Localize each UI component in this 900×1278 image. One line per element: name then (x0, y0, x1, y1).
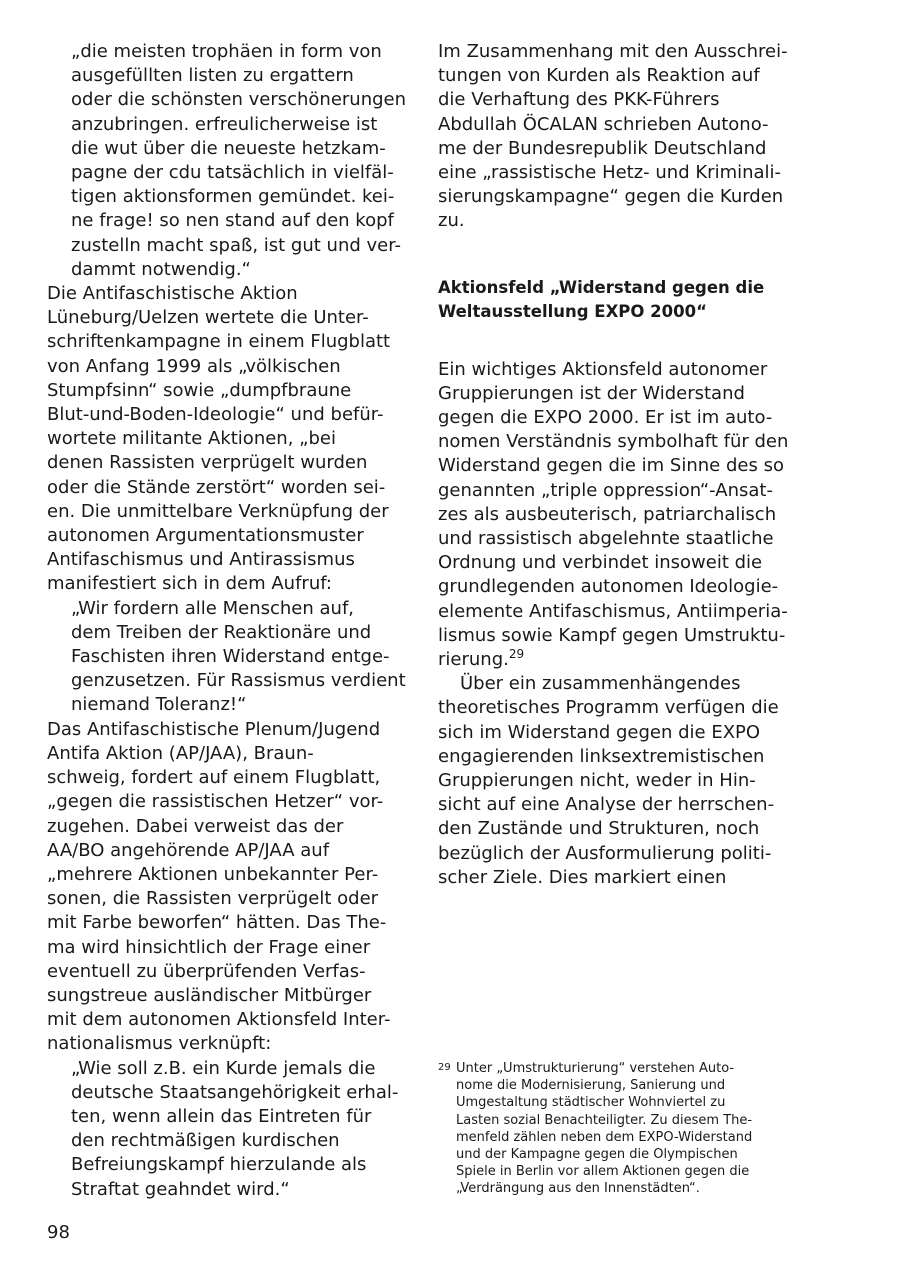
text-line: grundlegenden autonomen Ideologie- (438, 576, 779, 598)
right-column (438, 40, 858, 890)
footnote (438, 1060, 838, 1198)
text-line: manifestiert sich in dem Aufruf: (47, 573, 332, 595)
text-line: eventuell zu überprüfenden Verfas- (47, 960, 366, 982)
text-line: Aktionsfeld „Widerstand gegen die (438, 277, 765, 297)
text-line: mit Farbe beworfen“ hätten. Das The- (47, 912, 387, 934)
left-column (47, 40, 417, 1202)
text-line: menfeld zählen neben dem EXPO-Widerstand (456, 1129, 753, 1145)
text-line: pagne der cdu tatsächlich in vielfäl- (71, 162, 394, 184)
text-line: Das Antifaschistische Plenum/Jugend (47, 718, 381, 740)
text-line: bezüglich der Ausformulierung politi- (438, 842, 772, 864)
text-line: sich im Widerstand gegen die EXPO (438, 721, 761, 743)
text-line: Weltausstellung EXPO 2000“ (438, 302, 707, 322)
quote-block-2 (47, 597, 417, 718)
text-line: wortete militante Aktionen, „bei (47, 428, 336, 450)
text-line: mit dem autonomen Aktionsfeld Inter- (47, 1009, 391, 1031)
text-line: sonen, die Rassisten verprügelt oder (47, 888, 379, 910)
text-line: tigen aktionsformen gemündet. kei- (71, 186, 395, 208)
quote-block-3 (47, 1057, 417, 1202)
text-line: die wut über die neueste hetzkam- (71, 137, 386, 159)
text-line: Ordnung und verbindet insoweit die (438, 552, 763, 574)
text-line: den rechtmäßigen kurdischen (71, 1130, 340, 1152)
paragraph-expo-last-line (438, 648, 858, 672)
text-line: schriftenkampagne in einem Flugblatt (47, 331, 391, 353)
text-line: deutsche Staatsangehörigkeit erhal- (71, 1081, 399, 1103)
text-line: gegen die EXPO 2000. Er ist im auto- (438, 407, 773, 429)
section-spacer (438, 234, 858, 276)
text-line: ne frage! so nen stand auf den kopf (71, 210, 394, 232)
text-line: nomen Verständnis symbolhaft für den (438, 431, 789, 453)
text-line: zugehen. Dabei verweist das der (47, 815, 344, 837)
text-line: nationalismus verknüpft: (47, 1033, 272, 1055)
text-line: Lasten sozial Benachteiligter. Zu diesem The- (456, 1112, 753, 1128)
text-line: Lüneburg/Uelzen wertete die Unter- (47, 307, 369, 329)
text-line: ma wird hinsichtlich der Frage einer (47, 936, 371, 958)
text-line: Blut-und-Boden-Ideologie“ und befür- (47, 404, 384, 426)
text-line: Gruppierungen ist der Widerstand (438, 382, 745, 404)
text-line: Gruppierungen nicht, weder in Hin- (438, 770, 756, 792)
text-line: Stumpfsinn“ sowie „dumpfbraune (47, 379, 352, 401)
text-line: „Verdrängung aus den Innenstädten“. (456, 1181, 700, 1197)
section-heading-expo (438, 276, 858, 325)
text-line: niemand Toleranz!“ (71, 694, 247, 716)
text-line: elemente Antifaschismus, Antiimperia- (438, 600, 788, 622)
text-line: Über ein zusammenhängendes (460, 673, 741, 695)
text-line: Widerstand gegen die im Sinne des so (438, 455, 784, 477)
text-line: sierungskampagne“ gegen die Kurden (438, 186, 784, 208)
text-line: und rassistisch abgelehnte staatliche (438, 528, 774, 550)
text-line: sungstreue ausländischer Mitbürger (47, 984, 372, 1006)
text-line: oder die schönsten verschönerungen (71, 89, 407, 111)
text-line: ausgefüllten listen zu ergattern (71, 65, 354, 87)
text-line: en. Die unmittelbare Verknüpfung der (47, 500, 389, 522)
text-line: zustelln macht spaß, ist gut und ver- (71, 234, 401, 256)
text-line: denen Rassisten verprügelt wurden (47, 452, 368, 474)
text-line: genannten „triple oppression“-Ansat- (438, 479, 773, 501)
text-line: theoretisches Programm verfügen die (438, 697, 779, 719)
quote-block-1 (47, 40, 417, 282)
text-line: lismus sowie Kampf gegen Umstruktu- (438, 624, 786, 646)
text-line: sicht auf eine Analyse der herrschen- (438, 794, 775, 816)
text-line: dammt notwendig.“ (71, 258, 251, 280)
text-line: tungen von Kurden als Reaktion auf (438, 65, 760, 87)
text-line: Im Zusammenhang mit den Ausschrei- (438, 41, 788, 62)
paragraph-kurden (438, 40, 858, 234)
text-line: und der Kampagne gegen die Olympischen (456, 1147, 738, 1163)
text-line: „Wir fordern alle Menschen auf, (71, 597, 354, 619)
text-line: ten, wenn allein das Eintreten für (71, 1105, 372, 1127)
text-line: „die meisten trophäen in form von (71, 41, 382, 62)
text-line: schweig, fordert auf einem Flugblatt, (47, 767, 381, 789)
text-line: Straftat geahndet wird.“ (71, 1178, 290, 1200)
text-line: die Verhaftung des PKK-Führers (438, 89, 720, 111)
footnote-reference[interactable]: 29 (508, 647, 525, 662)
text-line: oder die Stände zerstört“ worden sei- (47, 476, 386, 498)
text-line: AA/BO angehörende AP/JAA auf (47, 839, 330, 861)
text-line: genzusetzen. Für Rassismus verdient (71, 670, 406, 692)
text-line: Unter „Umstrukturierung“ verstehen Auto- (456, 1061, 735, 1076)
text-line: Faschisten ihren Widerstand entge- (71, 646, 390, 668)
text-line: Spiele in Berlin vor allem Aktionen gegen die (456, 1164, 750, 1180)
text-line: Ein wichtiges Aktionsfeld autonomer (438, 358, 768, 380)
text-line: Antifa Aktion (AP/JAA), Braun- (47, 742, 314, 764)
text-line: scher Ziele. Dies markiert einen (438, 866, 727, 888)
text-line: anzubringen. erfreulicherweise ist (71, 113, 378, 135)
text-line: dem Treiben der Reaktionäre und (71, 621, 372, 643)
text-line: „gegen die rassistischen Hetzer“ vor- (47, 791, 384, 813)
text-line: den Zustände und Strukturen, noch (438, 818, 760, 840)
text-line: engagierenden linksextremistischen (438, 745, 765, 767)
page-number: 98 (47, 1222, 70, 1243)
paragraph-antifa-lueneburg (47, 282, 417, 597)
paragraph-antifa-braunschweig (47, 718, 417, 1057)
text-line: von Anfang 1999 als „völkischen (47, 355, 341, 377)
paragraph-programm (438, 672, 858, 890)
text-line: nome die Modernisierung, Sanierung und (456, 1078, 726, 1094)
text-line: Abdullah ÖCALAN schrieben Autono- (438, 113, 769, 135)
footnote-text (438, 1060, 838, 1198)
paragraph-expo-last-text: rierung. (438, 649, 509, 671)
text-line: Umgestaltung städtischer Wohnviertel zu (456, 1095, 726, 1111)
paragraph-expo-widerstand (438, 358, 858, 673)
text-line: eine „rassistische Hetz- und Kriminali- (438, 162, 782, 184)
text-line: Befreiungskampf hierzulande als (71, 1154, 367, 1176)
text-line: zu. (438, 210, 465, 232)
paragraph-expo-lines (438, 358, 858, 648)
footnote-number: 29 (438, 1062, 451, 1073)
text-line: „Wie soll z.B. ein Kurde jemals die (71, 1057, 376, 1079)
text-line: autonomen Argumentationsmuster (47, 525, 364, 547)
text-line: Die Antifaschistische Aktion (47, 283, 298, 305)
text-line: me der Bundesrepublik Deutschland (438, 137, 767, 159)
heading-spacer (438, 325, 858, 358)
text-line: „mehrere Aktionen unbekannter Per- (47, 863, 379, 885)
text-line: Antifaschismus und Antirassismus (47, 549, 355, 571)
text-line: zes als ausbeuterisch, patriarchalisch (438, 503, 777, 525)
